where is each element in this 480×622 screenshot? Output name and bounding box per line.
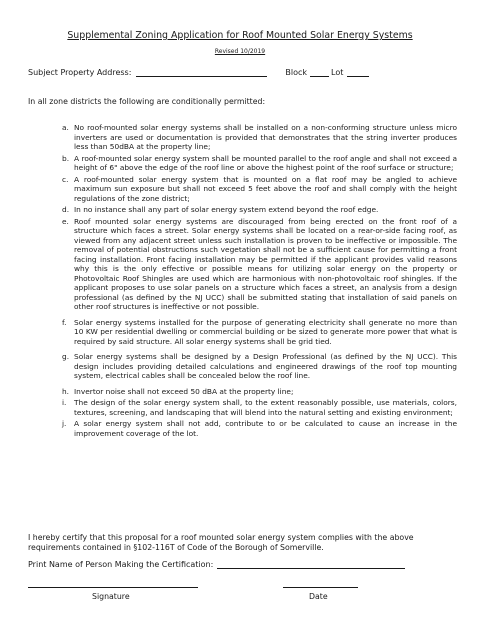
list-item — [62, 217, 457, 312]
list-item — [62, 205, 457, 215]
intro-text: In all zone districts the following are conditionally permitted: — [28, 97, 266, 106]
conditions-list — [62, 123, 457, 440]
form-title: Supplemental Zoning Application for Roof Mounted Solar Energy Systems — [67, 30, 413, 41]
item-text: Solar energy systems shall be designed by a Design Professional (as defined by the NJ UCC). This design includes providing detailed calculations and engineered drawings of the roof top mounting system, electrical cables shall be concealed below the roof line. — [74, 352, 457, 380]
item-text: The design of the solar energy system shall, to the extent reasonably possible, use materials, colors, textures, screening, and landscaping that will blend into the natural setting and existing environment; — [74, 398, 457, 417]
item-text: Roof mounted solar energy systems are discouraged from being erected on the front roof of a structure which faces a street. Solar energy systems shall be located on a rear-or-side facing roof, as viewed from any adjacent street unless such installation is proven to be ineffective or impossible. The removal of potential obstructions such vegetation shall not be a sufficient cause for permitting a front facing installation. Front facing installation may be permitted if the applicant provides valid reasons why this is the only effective or possible means for utilizing solar energy on the property or Photovoltaic Roof Shingles are used which are harmonious with non-photovoltaic roof shingles. If the applicant proposes to use solar panels on a structure which faces a street, an analysis from a design professional (as defined by the NJ UCC) shall be submitted stating that installation of said panels on other roof structures is ineffective or not possible. — [74, 216, 457, 311]
item-letter: h. — [62, 386, 70, 396]
item-text: A roof-mounted solar energy system that is mounted on a flat roof may be angled to achieve maximum sun exposure but shall not exceed 5 feet above the roof and shall comply with the height regulations of the zone district; — [74, 174, 457, 203]
list-item — [62, 398, 457, 417]
list-item — [62, 318, 457, 347]
list-item — [62, 175, 457, 204]
list-item — [62, 154, 457, 173]
item-letter: g. — [62, 352, 70, 361]
item-letter: j. — [62, 419, 67, 428]
item-letter: b. — [62, 153, 70, 163]
list-item — [62, 123, 457, 152]
address-field[interactable] — [136, 68, 267, 77]
block-field[interactable] — [310, 68, 329, 77]
print-name-label: Print Name of Person Making the Certification: — [28, 560, 214, 569]
item-letter: c. — [62, 174, 69, 184]
item-letter: f. — [62, 317, 67, 327]
address-row — [28, 68, 371, 77]
revised-date: Revised 10/2019 — [214, 48, 266, 55]
item-text: In no instance shall any part of solar energy system extend beyond the roof edge. — [74, 205, 379, 214]
lot-label: Lot — [331, 68, 344, 77]
item-text: Invertor noise shall not exceed 50 dBA at the property line; — [74, 386, 294, 396]
date-field[interactable] — [283, 587, 358, 588]
block-label: Block — [285, 68, 308, 77]
date-label: Date — [309, 592, 328, 601]
print-name-field[interactable] — [217, 560, 405, 569]
print-name-row — [28, 560, 407, 569]
list-item — [62, 352, 457, 381]
certification-text: I hereby certify that this proposal for a roof mounted solar energy system complies with the above requirements contained in §102-116T of Code of the Borough of Somerville. — [28, 533, 414, 552]
item-text: No roof-mounted solar energy systems shall be installed on a non-conforming structure unless micro inverters are used or documentation is provided that demonstrates that the string inverter produces less than 50dBA at the property line; — [74, 123, 457, 151]
item-text: A solar energy system shall not add, contribute to or be calculated to cause an increase in the improvement coverage of the lot. — [74, 419, 457, 438]
list-item — [62, 387, 457, 397]
signature-label: Signature — [92, 592, 130, 601]
address-label: Subject Property Address: — [28, 68, 132, 77]
list-item — [62, 419, 457, 438]
item-text: A roof-mounted solar energy system shall be mounted parallel to the roof angle and shall not exceed a height of 6" above the edge of the roof line or above the highest point of the roof surface or structure; — [74, 153, 457, 172]
item-letter: e. — [62, 216, 69, 226]
signature-field[interactable] — [28, 587, 198, 588]
lot-field[interactable] — [347, 68, 369, 77]
item-letter: i. — [62, 398, 67, 407]
item-letter: a. — [62, 123, 69, 132]
item-letter: d. — [62, 205, 70, 214]
item-text: Solar energy systems installed for the purpose of generating electricity shall generate no more than 10 KW per residential dwelling or commercial building or be sized to generate more power that what is required by said structure. All solar energy systems shall be grid tied. — [74, 317, 457, 346]
